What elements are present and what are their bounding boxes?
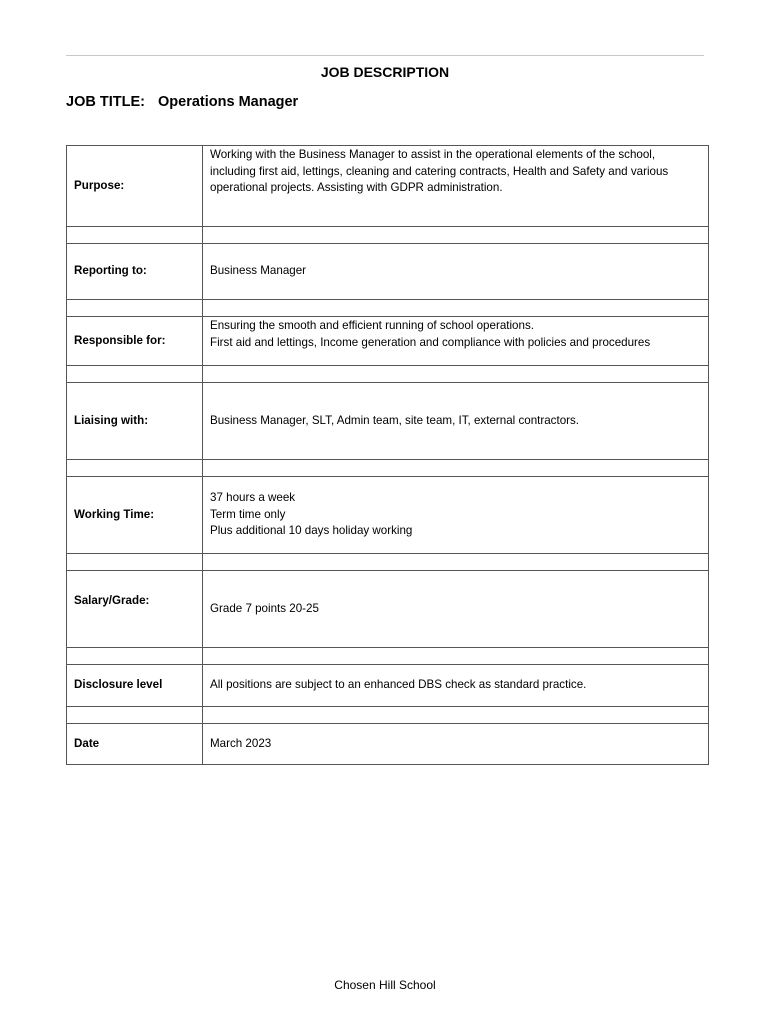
spacer-row (67, 460, 709, 477)
table-row (67, 571, 709, 648)
purpose-label: Purpose: (67, 146, 203, 227)
table-row (67, 146, 709, 227)
document-heading: JOB DESCRIPTION (320, 64, 450, 80)
purpose-value: Working with the Business Manager to assist in the operational elements of the school, including first aid, lettings, cleaning and catering contracts, Health and Safety and various operational projects. Assisting with GDPR administration. (203, 146, 709, 227)
reporting-value: Business Manager (203, 244, 709, 300)
date-value: March 2023 (203, 724, 709, 765)
disclosure-label: Disclosure level (67, 665, 203, 707)
table-row (67, 317, 709, 366)
salary-value: Grade 7 points 20-25 (203, 571, 709, 648)
responsible-line: First aid and lettings, Income generation and compliance with policies and procedures (210, 335, 651, 349)
table-row (67, 383, 709, 460)
liaising-value: Business Manager, SLT, Admin team, site team, IT, external contractors. (203, 383, 709, 460)
spacer-row (67, 300, 709, 317)
table-row (67, 724, 709, 765)
table-row (67, 477, 709, 554)
working-time-line: Plus additional 10 days holiday working (210, 524, 413, 538)
job-title-value: Operations Manager (158, 94, 299, 110)
footer-school-name: Chosen Hill School (334, 978, 436, 992)
table-row (67, 665, 709, 707)
job-title-label: JOB TITLE: (66, 94, 145, 110)
salary-label: Salary/Grade: (67, 571, 203, 648)
spacer-row (67, 707, 709, 724)
job-description-table (66, 145, 709, 765)
job-title (66, 94, 298, 110)
spacer-row (67, 227, 709, 244)
liaising-label: Liaising with: (67, 383, 203, 460)
header-rule (66, 55, 704, 56)
spacer-row (67, 366, 709, 383)
date-label: Date (67, 724, 203, 765)
responsible-label: Responsible for: (67, 317, 203, 366)
table-row (67, 244, 709, 300)
working-time-value (203, 477, 709, 554)
spacer-row (67, 554, 709, 571)
reporting-label: Reporting to: (67, 244, 203, 300)
spacer-row (67, 648, 709, 665)
disclosure-value: All positions are subject to an enhanced DBS check as standard practice. (203, 665, 709, 707)
working-time-line: 37 hours a week (210, 491, 296, 505)
working-time-label: Working Time: (67, 477, 203, 554)
responsible-value (203, 317, 709, 366)
responsible-line: Ensuring the smooth and efficient running of school operations. (210, 319, 534, 332)
working-time-line: Term time only (210, 507, 286, 521)
